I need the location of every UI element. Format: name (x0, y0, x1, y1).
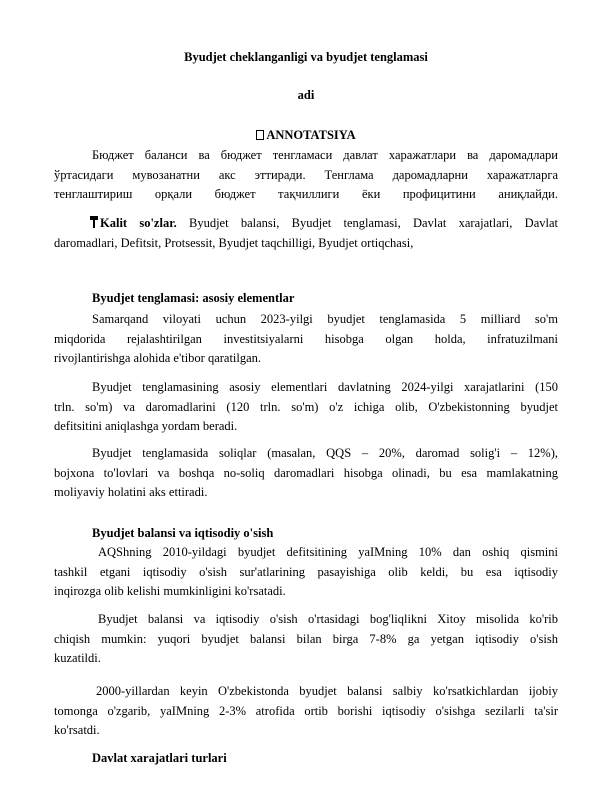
paragraph (54, 543, 558, 602)
abstract-body (54, 146, 558, 205)
paragraph-line: AQShning 2010-yildagi byudjet defitsitining yaIMning 10% dan oshiq qismini (98, 545, 558, 559)
section-heading: Byudjet tenglamasi: asosiy elementlar (92, 291, 295, 305)
paragraph (54, 378, 558, 437)
paragraph-line: tomonga o'zgarib, yaIMning 2-3% atrofida ortib borishi iqtisodiy o'sishga sezilarli ta'sir (54, 703, 558, 718)
abstract-heading-text: ANNOTATSIYA (266, 128, 356, 142)
paragraph-line: 2000-yillardan keyin O'zbekistonda byudjet balansi salbiy ko'rsatkichlardan ijobiy (96, 684, 558, 698)
paragraph-line: moliyaviy holatini aks ettiradi. (54, 485, 208, 499)
paragraph-line: rivojlantirishga alohida e'tibor qaratilgan. (54, 351, 262, 365)
paragraph-line: Byudjet tenglamasining asosiy elementlari davlatning 2024-yilgi xarajatlarini (150 (92, 380, 558, 394)
abstract-line: ўртасидаги мувозанатни акс эттиради. Тенглама даромадларни харажатларга (54, 167, 558, 182)
paragraph-line: kuzatildi. (54, 651, 101, 665)
paragraph-line: trln. so'm) va daromadlarini (120 trln. so'm) o'z ichiga olib, O'zbekistonning byudjet (54, 399, 558, 414)
abstract-heading (0, 128, 612, 143)
paragraph-line: tashkil etgani iqtisodiy o'sish sur'atlarining pasayishiga olib keldi, bu esa iqtisodiy (54, 564, 558, 579)
paragraph-line: chiqish mumkin: yuqori byudjet balansi bilan birga 7-8% ga yetgan iqtisodiy o'sish (54, 631, 558, 646)
paragraph-line: bojxona to'lovlari va boshqa no-soliq daromadlari hisobga olinadi, bu esa mamlakatning (54, 465, 558, 480)
paragraph-line: ko'rsatdi. (54, 723, 100, 737)
paragraph (54, 444, 558, 503)
keywords-block (54, 214, 558, 253)
paragraph (54, 682, 558, 741)
paragraph-line: miqdorida rejalashtirilgan investitsiyalarni hisobga olgan holda, infratuzilmani (54, 331, 558, 346)
paragraph (54, 310, 558, 369)
abstract-line: Бюджет баланси ва бюджет тенгламаси давлат харажатлари ва даромадлари (92, 148, 558, 162)
paragraph (54, 610, 558, 669)
abstract-line: тенглаштириш орқали бюджет тақчиллиги ёки профицитини аниқлайди. (54, 187, 558, 201)
keywords-label: Kalit so'zlar. (100, 216, 177, 230)
paragraph-line: defitsitini aniqlashga yordam beradi. (54, 419, 238, 433)
section-heading: Davlat xarajatlari turlari (92, 751, 227, 765)
keywords-line-2: daromadlari, Defitsit, Protsessit, Byudjet taqchilligi, Byudjet ortiqchasi, (54, 235, 414, 250)
placeholder-box-icon (256, 130, 264, 140)
keywords-text: Byudjet balansi, Byudjet tenglamasi, Davlat xarajatlari, Davlat (189, 216, 558, 230)
document-title: Byudjet cheklanganligi va byudjet tenglamasi (184, 50, 428, 64)
keywords-line-1 (54, 214, 558, 234)
paragraph-line: Byudjet balansi va iqtisodiy o'sish o'rtasidagi bog'liqlikni Xitoy misolida ko'rib (98, 612, 558, 626)
paragraph-line: Byudjet tenglamasida soliqlar (masalan, QQS – 20%, daromad solig'i – 12%), (92, 446, 558, 460)
paragraph-line: Samarqand viloyati uchun 2023-yilgi byudjet tenglamasida 5 milliard so'm (92, 312, 558, 326)
author-name: adi (297, 88, 315, 102)
paragraph-line: inqirozga olib kelishi mumkinligini ko'rsatadi. (54, 584, 286, 598)
section-heading: Byudjet balansi va iqtisodiy o'sish (92, 526, 274, 540)
pin-icon (90, 216, 98, 228)
